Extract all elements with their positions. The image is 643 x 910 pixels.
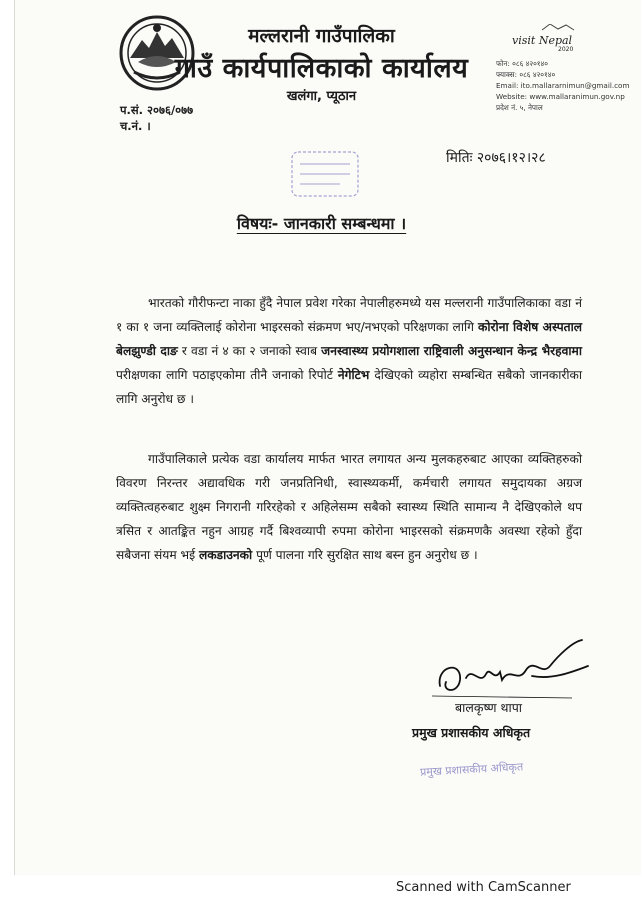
p2-text-2: पूर्ण पालना गरि सुरक्षित साथ बस्न हुन अनुरोध छ । <box>252 548 478 562</box>
p1-text-4: देखिएको व्यहोरा सम्बन्धित सबैको जानकारीका लागि अनुरोध छ । <box>116 368 583 406</box>
body-paragraph-2 <box>116 447 582 567</box>
letterhead-line1: मल्लरानी गाउँपालिका <box>248 25 395 47</box>
contact-email: Email: ito.mallararnimun@gmail.com <box>496 81 630 90</box>
signature <box>432 636 592 702</box>
signatory-title: प्रमुख प्रशासकीय अधिकृत <box>412 725 531 740</box>
reference-block <box>120 102 193 134</box>
visit-nepal-text: visit Nepal <box>512 34 573 47</box>
visit-nepal-year: 2020 <box>558 46 574 52</box>
p1-text-3: परीक्षणका लागि पठाइएकोमा तीनै जनाको रिपोर्ट <box>116 368 338 382</box>
contact-fax: फ्याक्स: ०८६ ४२०१४० <box>496 70 556 79</box>
p1-bold-hospital: कोरोना विशेष अस्पताल बेलझुण्डी दाङ <box>116 320 583 358</box>
p1-text-1: भारतको गौरीफन्टा नाका हुँदै नेपाल प्रवेश गरेका नेपालीहरुमध्ये यस मल्लरानी गाउँपालिकाका वडा नं १ का १ जना व्यक्तिलाई कोरोना भाइरसको संक्रमण भए/नभएको परिक्षणका लागि <box>116 296 582 334</box>
signatory-seal: प्रमुख प्रशासकीय अधिकृत <box>419 760 524 779</box>
p1-text-2: र वडा नं ४ का २ जनाको स्वाब <box>177 344 322 358</box>
letterhead-line2: गाउँ कार्यपालिकाको कार्यालय <box>174 53 469 84</box>
p2-text-1: गाउँपालिकाले प्रत्येक वडा कार्यालय मार्फत भारत लगायत अन्य मुलकहरुबाट आएका व्यक्तिहरुको विवरण निरन्तर अद्यावधिक गरी जनप्रतिनिधी, स्वास्थ्यकर्मी, कर्मचारी लगायत समुदायका अग्रज व्यक्तित्वहरुबाट शुक्ष्म निगरानी गरिरहेको र अहिलेसम्म सबैको स्वास्थ्य स्थिति सामान्य नै देखिएकोले थप त्रसित र आतङ्कित नहुन आग्रह गर्दै बिश्वव्यापी रुपमा कोरोना भाइरसको संक्रमणकै अवस्था रहेको हुँदा सबैजना संयम भई <box>116 452 582 562</box>
contact-website: Website: www.mallaranimun.gov.np <box>496 92 625 101</box>
p2-bold-lockdown: लकडाउनको <box>198 548 253 562</box>
patra-sankhya: प.सं. २०७६/०७७ <box>120 103 194 117</box>
letter-subject: विषयः- जानकारी सम्बन्धमा । <box>236 214 407 233</box>
camscanner-footer: Scanned with CamScanner <box>396 880 571 895</box>
office-stamp-icon <box>290 150 360 198</box>
body-paragraph-1 <box>116 291 582 411</box>
contact-block <box>496 58 629 113</box>
visit-nepal-logo <box>510 24 590 52</box>
contact-phone: फोन: ०८६ ४२०१४० <box>496 59 549 68</box>
letter-date: मितिः २०७६।१२।२८ <box>446 150 546 166</box>
chalani-number: च.नं. । <box>120 119 151 133</box>
contact-province: प्रदेश नं. ५, नेपाल <box>496 103 543 112</box>
letterhead-line3: खलंगा, प्यूठान <box>286 89 357 104</box>
p1-bold-lab: जनस्वास्थ्य प्रयोगशाला राष्ट्रिवाली अनुसन्धान केन्द्र भैरहवामा <box>321 344 582 358</box>
document-page <box>14 0 641 875</box>
p1-bold-negative: नेगेटिभ <box>337 368 370 382</box>
signatory-name: बालकृष्ण थापा <box>455 700 523 715</box>
